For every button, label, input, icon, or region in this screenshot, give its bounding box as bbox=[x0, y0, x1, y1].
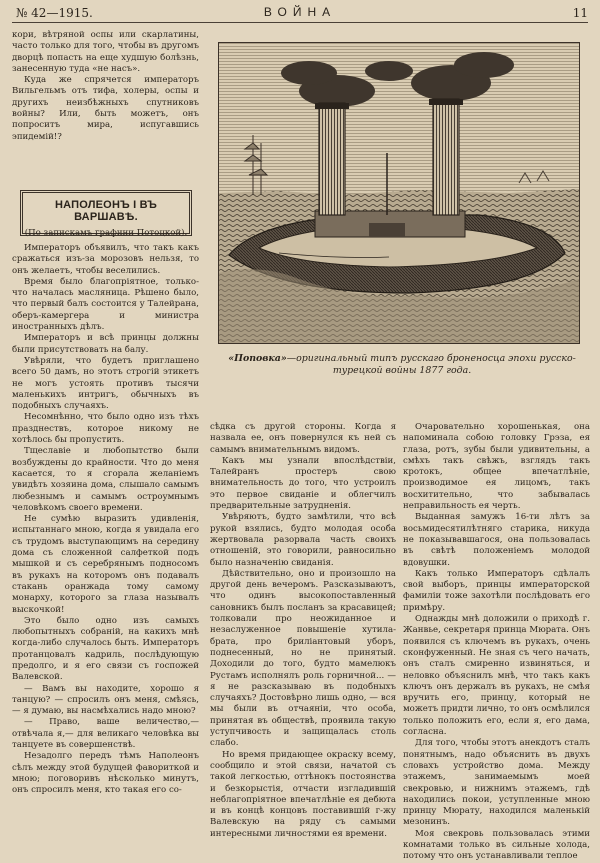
magazine-title: ВОЙНА bbox=[263, 5, 337, 19]
paragraph: — Вамъ вы находите, хорошо я танцую? — спросилъ онъ меня, смѣясь,— я думаю, вы насмѣхались надо мною? bbox=[12, 683, 199, 717]
warship-engraving bbox=[219, 43, 579, 343]
paragraph: — Право, ваше величество,— отвѣчала я,— для великаго человѣка вы танцуете въ совершенствѣ. bbox=[12, 717, 199, 751]
article-column-2 bbox=[210, 422, 396, 850]
paragraph: Дѣйствительно, оно и произошло на другой день вечеромъ. Разсказываютъ, что одинъ высокопоставленный сановникъ былъ посланъ за красавицей; толковали про неожиданное и незаслуженное повышеніе хутила-брата, про бриліантовый уборъ, поднесенный, но не принятый. Доходили до того, будто мамелюкъ Рустамъ исполнялъ роль горничной... — я не разсказываю въ подобныхъ случаяхъ? Достовѣрно лишь одно, — вся мы были въ отчаяніи, что особа, принятая въ обществѣ, проявила такую уступчивость и защищалась столь слабо. bbox=[210, 568, 396, 749]
paragraph: Моя свекровь пользовалась этими комнатами только въ сильные холода, потому что онъ устанавливали теплое bbox=[403, 828, 590, 862]
paragraph: Это было одно изъ самыхъ любопытныхъ собраній, на какихъ мнѣ когда-либо случалось быть. Императоръ протанцовалъ кадриль, послѣдующую предолго, и я его связи съ госпожей Валевской. bbox=[12, 615, 199, 683]
paragraph: Не сумѣю выразить удивленія, испытаннаго мною, когда я увидала его съ трудомъ выступающимъ на середину дома съ сложенной салфеткой подъ мышкой и съ серебрянымъ подносомъ въ рукахъ на которомъ онъ подавалъ стакань оранжада тому самому монарху, которого за глаза называлъ выскочкой! bbox=[12, 514, 199, 615]
page-number: 11 bbox=[572, 6, 588, 20]
paragraph: кори, вѣтряной оспы или скарлатины, часто только для того, чтобы въ другомъ дворцѣ попасть на еще худшую болѣзнь, занесенную туда «не насъ». bbox=[12, 30, 199, 74]
paragraph: Увѣряли, что будетъ приглашено всего 50 дамъ, но этотъ строгій этикетъ не могъ устоять противъ тысячи маленькихъ интригъ, обычныхъ въ подобныхъ случаяхъ. bbox=[12, 355, 199, 412]
paragraph: Тщеславіе и любопытство были возбуждены до крайности. Что до меня касается, то я сгорала желаніемъ увидѣть хозяина дома, слышало самымъ любезнымъ и самымъ остроумнымъ человѣкомъ своего времени. bbox=[12, 446, 199, 513]
paragraph: сѣдка съ другой стороны. Когда я назвала ее, онъ повернулся къ ней съ самымъ внимательнымъ видомъ. bbox=[210, 422, 396, 455]
paragraph: Однажды мнѣ доложили о приходѣ г. Жанвье, секретаря принца Мюрата. Онъ появился съ ключемъ въ рукахъ, очень сконфуженный. Не зная съ чего начать, онъ сталъ смиренно извиняться, и неловко объяснилъ мнѣ, что такъ какъ ключъ онъ держалъ въ рукахъ, не смѣя вручить его, принцу, который не можетъ придти лично, то онъ осмѣлился только положить его, если я, его дама, согласна. bbox=[403, 614, 590, 738]
paragraph: Императоръ объявилъ, что такъ какъ сражаться изъ-за морозовъ нельзя, то онъ желаетъ, чтобы веселились. bbox=[12, 243, 199, 276]
paragraph: Выданная замужъ 16-ти лѣтъ за восьмидесятилѣтняго старика, никуда не показывавшагося, она пользовалась въ свѣтѣ положеніемъ молодой вдовушки. bbox=[403, 512, 590, 568]
paragraph: Куда же спрячется императоръ Вильгельмъ отъ тифа, холеры, оспы и другихъ неизбѣжныхъ спутниковъ войны? Или, быть можетъ, онъ попроситъ мира, испугавшись эпидемій!? bbox=[12, 75, 199, 142]
article-subtitle: (По запискамъ графини Потоцкой). bbox=[24, 228, 188, 238]
previous-article-ending bbox=[12, 30, 199, 143]
paragraph: Незадолго передъ тѣмъ Наполеонъ сѣлъ между этой будущей фавориткой и мною; поговоривъ нѣсколько минутъ, онъ спросилъ меня, кто такая его со- bbox=[12, 751, 199, 796]
issue-number: № 42—1915. bbox=[16, 6, 93, 20]
paragraph: Очаровательно хорошенькая, она напоминала собою головку Грэза, ея глаза, ротъ, зубы были удивительны, а смѣхъ такъ свѣжъ, взглядъ такъ кротокъ, общее впечатлѣніе, производимое ея лицомъ, такъ восхитительно, что забывалась неправильность ея черть. bbox=[403, 422, 590, 512]
paragraph: Какъ мы узнали впослѣдствіи, Талейранъ простеръ свою внимательность до того, что устроилъ это первое свиданіе и облегчилъ предварительные затрудненія. bbox=[210, 455, 396, 512]
paragraph: Увѣряютъ, будто замѣтили, что всѣ рукой взялись, будто молодая особа жертвовала разорвала часть своихъ отношеній, это говорили, равносильно было назначенію свиданія. bbox=[210, 512, 396, 568]
popovka-illustration bbox=[218, 42, 580, 344]
paragraph: Для того, чтобы этотъ анекдотъ сталъ понятнымъ, надо объяснить въ двухъ словахъ устройство дома. Между этажемъ, занимаемымъ моей свекровью, и нижнимъ этажемъ, гдѣ находились покои, уступленные мною принцу Мюрату, находился маленькій мезонинъ. bbox=[403, 738, 590, 828]
article-column-1 bbox=[12, 243, 199, 847]
header-rule bbox=[12, 22, 588, 23]
paragraph: Но время придающее окраску всему, сообщило и этой связи, начатой съ такой легкостью, оттѣнокъ постоянства и безкорыстія, отчасти изгладившій неблагопріятное впечатлѣніе ея дебюта и въ концѣ концовъ поставившій г-жу Валевскую на ряду съ самыми интересными личностями ея времени. bbox=[210, 749, 396, 839]
caption-ship-name: «Поповка» bbox=[228, 353, 287, 364]
paragraph: Какъ только Императоръ сдѣлалъ свой выборъ, принцы императорской фамиліи тоже захотѣли послѣдовать его примѣру. bbox=[403, 568, 590, 613]
caption-text: —оригинальный типъ русскаго броненосца эпохи русско-турецкой войны 1877 года. bbox=[286, 353, 576, 376]
paragraph: Время было благопріятное, только-что началась масляница. Рѣшено было, что первый балъ состоится у Талейрана, оберъ-камергера и министра иностранныхъ дѣлъ. bbox=[12, 276, 199, 333]
paragraph: Несомнѣнно, что было одно изъ тѣхъ празднествъ, которое никому не хотѣлось бы пропустить. bbox=[12, 412, 199, 446]
paragraph: Императоръ и всѣ принцы должны были присутствовать на балу. bbox=[12, 333, 199, 355]
article-column-3 bbox=[403, 422, 590, 862]
article-title-box bbox=[20, 190, 192, 236]
figure-caption bbox=[222, 353, 582, 377]
article-title: НАПОЛЕОНЪ I ВЪ ВАРШАВѢ. bbox=[55, 199, 157, 223]
